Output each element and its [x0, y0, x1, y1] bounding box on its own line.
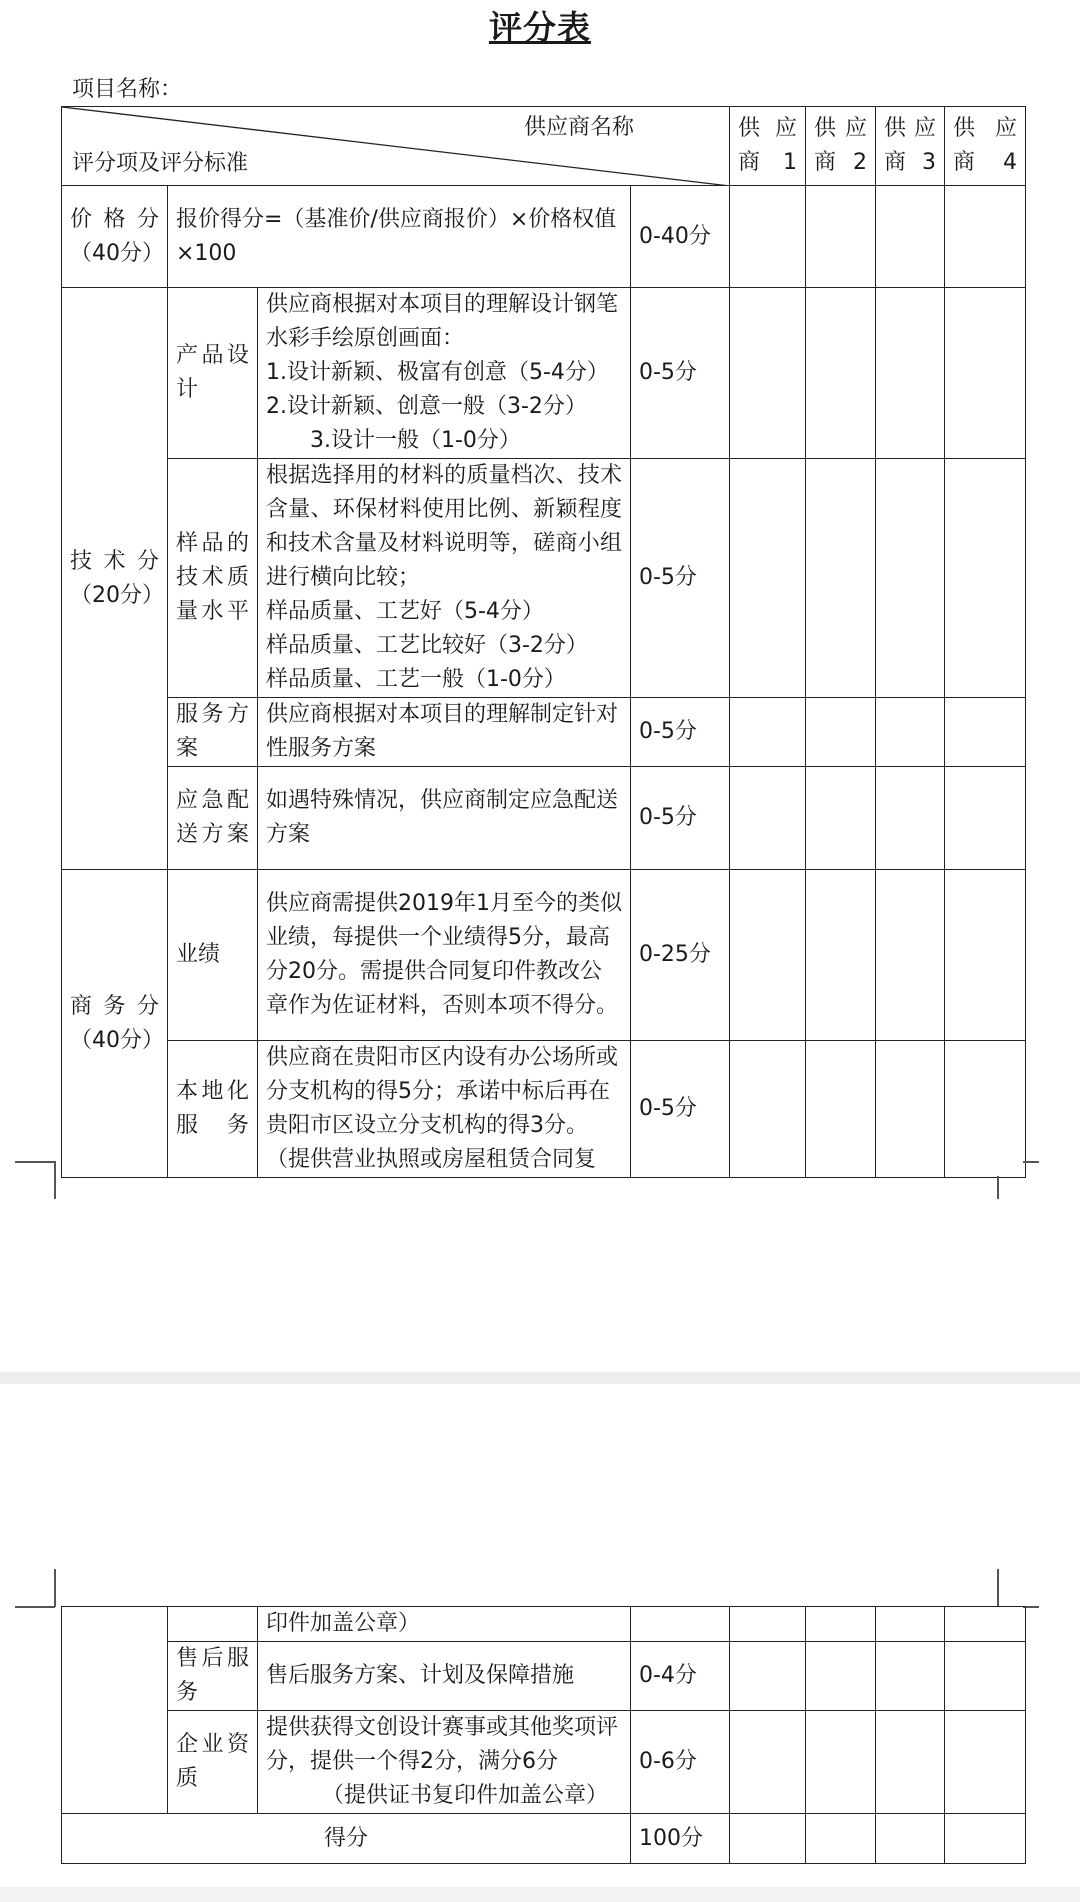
crop-mark	[997, 1176, 999, 1199]
sub-sample: 样品的技术质量水平	[168, 459, 258, 698]
supplier-score-cell[interactable]	[876, 698, 945, 767]
supplier-score-cell[interactable]	[806, 459, 876, 698]
supplier-4-header: 供应商4	[945, 107, 1026, 186]
criteria-text: 供应商在贵阳市区内设有办公场所或分支机构的得5分；承诺中标后再在贵阳市区设立分支机构的得3分。	[266, 1045, 619, 1138]
total-score: 100分	[631, 1814, 730, 1864]
criteria-line: 样品质量、工艺好（5-4分）	[266, 599, 544, 624]
supplier-score-cell[interactable]	[730, 1642, 806, 1711]
diagonal-header-cell	[62, 107, 730, 186]
supplier-score-cell[interactable]	[876, 1607, 945, 1642]
supplier-score-cell[interactable]	[945, 1711, 1026, 1814]
criteria-line: 供应商根据对本项目的理解设计钢笔水彩手绘原创画面：	[266, 292, 619, 351]
table-row-performance	[62, 870, 1026, 1041]
criteria-line: 3.设计一般（1-0分）	[310, 428, 521, 453]
sub-qualification: 企业资质	[168, 1711, 258, 1814]
score-local-continued	[631, 1607, 730, 1642]
supplier-score-cell[interactable]	[876, 1642, 945, 1711]
criteria-price: 报价得分=（基准价/供应商报价）×价格权值×100	[168, 186, 631, 288]
criteria-design	[258, 288, 631, 459]
criteria-local	[258, 1041, 631, 1178]
supplier-score-cell[interactable]	[730, 698, 806, 767]
supplier-score-cell[interactable]	[945, 1607, 1026, 1642]
supplier-score-cell[interactable]	[806, 870, 876, 1041]
criteria-performance: 供应商需提供2019年1月至今的类似业绩，每提供一个业绩得5分，最高分20分。需提供合同复印件教改公章作为佐证材料，否则本项不得分。	[258, 870, 631, 1041]
criteria-line: 样品质量、工艺一般（1-0分）	[266, 667, 566, 692]
supplier-total-cell[interactable]	[730, 1814, 806, 1864]
document-title: 评分表	[489, 8, 591, 47]
supplier-score-cell[interactable]	[876, 1041, 945, 1178]
table-header-row	[62, 107, 1026, 186]
score-emergency: 0-5分	[631, 767, 730, 870]
viewer-bottom-strip	[0, 1887, 1080, 1902]
crop-mark	[54, 1161, 56, 1199]
supplier-1-header: 供应商1	[730, 107, 806, 186]
criteria-emergency: 如遇特殊情况，供应商制定应急配送方案	[258, 767, 631, 870]
table-row-total	[62, 1814, 1026, 1864]
crop-mark	[15, 1161, 55, 1163]
criteria-text: 提供获得文创设计赛事或其他奖项评分，提供一个得2分，满分6分	[266, 1715, 619, 1774]
sub-local-continued	[168, 1607, 258, 1642]
scoring-table-continued	[61, 1606, 1026, 1864]
sub-performance: 业绩	[168, 870, 258, 1041]
criteria-tail: （提供证书复印件加盖公章）	[322, 1783, 609, 1808]
criteria-tail: （提供营业执照或房屋租赁合同复	[266, 1147, 597, 1172]
supplier-score-cell[interactable]	[945, 186, 1026, 288]
supplier-total-cell[interactable]	[806, 1814, 876, 1864]
category-tech: 技术分（20分）	[62, 288, 168, 870]
table-row-local	[62, 1041, 1026, 1178]
supplier-score-cell[interactable]	[806, 1607, 876, 1642]
page-gap	[0, 1372, 1080, 1384]
supplier-total-cell[interactable]	[876, 1814, 945, 1864]
supplier-name-heading: 供应商名称	[523, 115, 634, 140]
supplier-score-cell[interactable]	[876, 1711, 945, 1814]
supplier-score-cell[interactable]	[876, 288, 945, 459]
supplier-score-cell[interactable]	[806, 288, 876, 459]
criteria-line: 根据选择用的材料的质量档次、技术含量、环保材料使用比例、新颖程度和技术含量及材料说明等，磋商小组进行横向比较；	[266, 463, 622, 590]
sub-service: 服务方案	[168, 698, 258, 767]
crop-mark	[54, 1569, 56, 1607]
supplier-score-cell[interactable]	[730, 288, 806, 459]
supplier-score-cell[interactable]	[806, 1041, 876, 1178]
project-name-label: 项目名称：	[72, 77, 183, 102]
table-row-design	[62, 288, 1026, 459]
crop-mark	[997, 1569, 999, 1607]
supplier-score-cell[interactable]	[806, 1711, 876, 1814]
sub-emergency: 应急配送方案	[168, 767, 258, 870]
supplier-score-cell[interactable]	[806, 1642, 876, 1711]
criteria-aftersale: 售后服务方案、计划及保障措施	[258, 1642, 631, 1711]
supplier-score-cell[interactable]	[945, 870, 1026, 1041]
sub-aftersale: 售后服务	[168, 1642, 258, 1711]
crop-mark	[15, 1606, 55, 1608]
score-performance: 0-25分	[631, 870, 730, 1041]
total-label: 得分	[62, 1814, 631, 1864]
criteria-line: 1.设计新颖、极富有创意（5-4分）	[266, 360, 609, 385]
table-row-price	[62, 186, 1026, 288]
criteria-line: 2.设计新颖、创意一般（3-2分）	[266, 394, 587, 419]
sub-design: 产品设计	[168, 288, 258, 459]
criteria-qualification	[258, 1711, 631, 1814]
scoring-table	[61, 106, 1026, 1178]
supplier-score-cell[interactable]	[945, 767, 1026, 870]
table-row-emergency	[62, 767, 1026, 870]
score-service: 0-5分	[631, 698, 730, 767]
table-row-sample	[62, 459, 1026, 698]
supplier-total-cell[interactable]	[945, 1814, 1026, 1864]
supplier-score-cell[interactable]	[945, 288, 1026, 459]
supplier-2-header: 供应商2	[806, 107, 876, 186]
supplier-score-cell[interactable]	[876, 767, 945, 870]
supplier-score-cell[interactable]	[730, 186, 806, 288]
category-business-continued	[62, 1607, 168, 1814]
supplier-score-cell[interactable]	[730, 1041, 806, 1178]
criteria-line: 样品质量、工艺比较好（3-2分）	[266, 633, 588, 658]
criteria-sample	[258, 459, 631, 698]
supplier-score-cell[interactable]	[945, 698, 1026, 767]
score-local: 0-5分	[631, 1041, 730, 1178]
supplier-score-cell[interactable]	[806, 698, 876, 767]
supplier-score-cell[interactable]	[730, 870, 806, 1041]
table-row-local-continued	[62, 1607, 1026, 1642]
supplier-score-cell[interactable]	[730, 1607, 806, 1642]
supplier-3-header: 供应商3	[876, 107, 945, 186]
supplier-score-cell[interactable]	[945, 1642, 1026, 1711]
score-qualification: 0-6分	[631, 1711, 730, 1814]
table-row-qualification	[62, 1711, 1026, 1814]
supplier-score-cell[interactable]	[806, 186, 876, 288]
sub-local: 本地化服务	[168, 1041, 258, 1178]
supplier-score-cell[interactable]	[806, 767, 876, 870]
supplier-score-cell[interactable]	[730, 459, 806, 698]
criteria-local-continued: 印件加盖公章）	[258, 1607, 631, 1642]
supplier-score-cell[interactable]	[876, 459, 945, 698]
document-page-2	[0, 1384, 1080, 1887]
category-price: 价格分（40分）	[62, 186, 168, 288]
supplier-score-cell[interactable]	[730, 1711, 806, 1814]
table-row-service	[62, 698, 1026, 767]
supplier-score-cell[interactable]	[876, 186, 945, 288]
crop-mark	[1023, 1161, 1039, 1163]
category-business: 商务分（40分）	[62, 870, 168, 1178]
criteria-service: 供应商根据对本项目的理解制定针对性服务方案	[258, 698, 631, 767]
table-row-aftersale	[62, 1642, 1026, 1711]
score-aftersale: 0-4分	[631, 1642, 730, 1711]
score-price: 0-40分	[631, 186, 730, 288]
supplier-score-cell[interactable]	[876, 870, 945, 1041]
criteria-heading: 评分项及评分标准	[72, 151, 249, 176]
score-sample: 0-5分	[631, 459, 730, 698]
supplier-score-cell[interactable]	[945, 1041, 1026, 1178]
supplier-score-cell[interactable]	[945, 459, 1026, 698]
score-design: 0-5分	[631, 288, 730, 459]
supplier-score-cell[interactable]	[730, 767, 806, 870]
